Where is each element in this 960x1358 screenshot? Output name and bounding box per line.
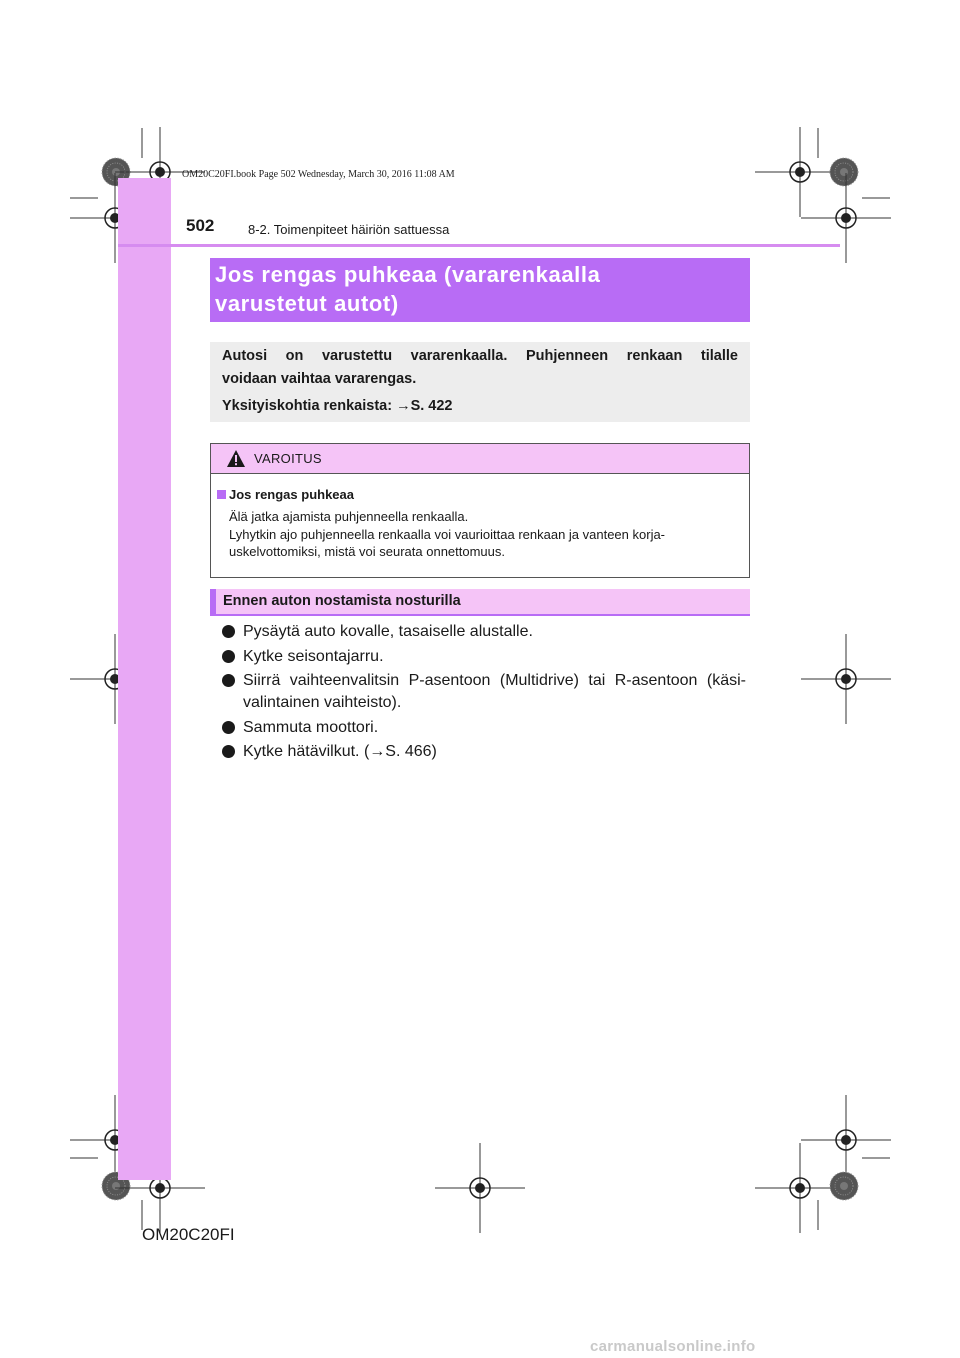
warning-box [210,443,750,578]
crosshair-mark [435,1143,525,1233]
list-item [222,741,746,763]
page-title-line: Jos rengas puhkeaa (vararenkaalla [215,262,601,287]
watermark: carmanualsonline.info [590,1338,756,1355]
list-item [222,621,746,643]
bullet-icon [222,674,235,687]
page-title [215,260,735,318]
warning-triangle-icon [226,449,246,468]
header-rule [118,244,840,247]
list-item-text: Kytke seisontajarru. [243,647,384,665]
warning-header [211,444,749,474]
list-item-text: Pysäytä auto kovalle, tasaiselle alustalle. [243,623,533,640]
subheading-text: Ennen auton nostamista nosturilla [223,593,461,609]
warning-subheading: Jos rengas puhkeaa [229,487,354,502]
warning-text [229,508,741,561]
list-item [222,717,746,739]
crosshair-mark [801,634,891,724]
intro-reference: Yksityiskohtia renkaista: →S. 422 [222,398,453,414]
bullet-icon [222,721,235,734]
list-item-text: Sammuta moottori. [243,718,379,736]
document-code: OM20C20FI [142,1225,235,1244]
intro-text: Autosi on varustettu vararenkaalla. Puhjenneen renkaan tilalle [222,348,738,364]
list-item [222,646,746,668]
section-title: 8-2. Toimenpiteet häiriön sattuessa [248,222,450,237]
list-item-text: Kytke hätävilkut. (→S. 466) [243,743,437,760]
sunburst-mark [830,1172,858,1200]
list-item-text: Siirrä vaihteenvalitsin P-asentoon (Multidrive) tai R-asentoon (käsi-valintainen vaihteisto). [243,672,746,711]
crosshair-mark [801,1095,891,1185]
subheading-accent-bar [210,589,216,614]
page-number: 502 [186,216,215,235]
section-subheading [210,589,750,616]
bullet-icon [222,625,235,638]
bullet-icon [222,650,235,663]
warning-line: Lyhytkin ajo puhjenneella renkaalla voi vaurioittaa renkaan ja vanteen korja- [229,526,666,542]
instruction-list [222,621,746,766]
list-item [222,670,746,714]
page-title-line: varustetut autot) [215,291,399,316]
bullet-icon [222,745,235,758]
sunburst-mark [830,158,858,186]
warning-line: Älä jatka ajamista puhjenneella renkaalla. [229,509,469,524]
print-info: OM20C20FI.book Page 502 Wednesday, March 30, 2016 11:08 AM [182,169,455,180]
square-bullet-icon [217,490,226,499]
warning-label: VAROITUS [254,451,322,466]
warning-line: uskelvottomiksi, mistä voi seurata onnettomuus. [229,544,506,559]
intro-text: voidaan vaihtaa vararengas. [222,371,417,387]
chapter-side-bar [118,178,171,1180]
crosshair-mark [801,173,891,263]
